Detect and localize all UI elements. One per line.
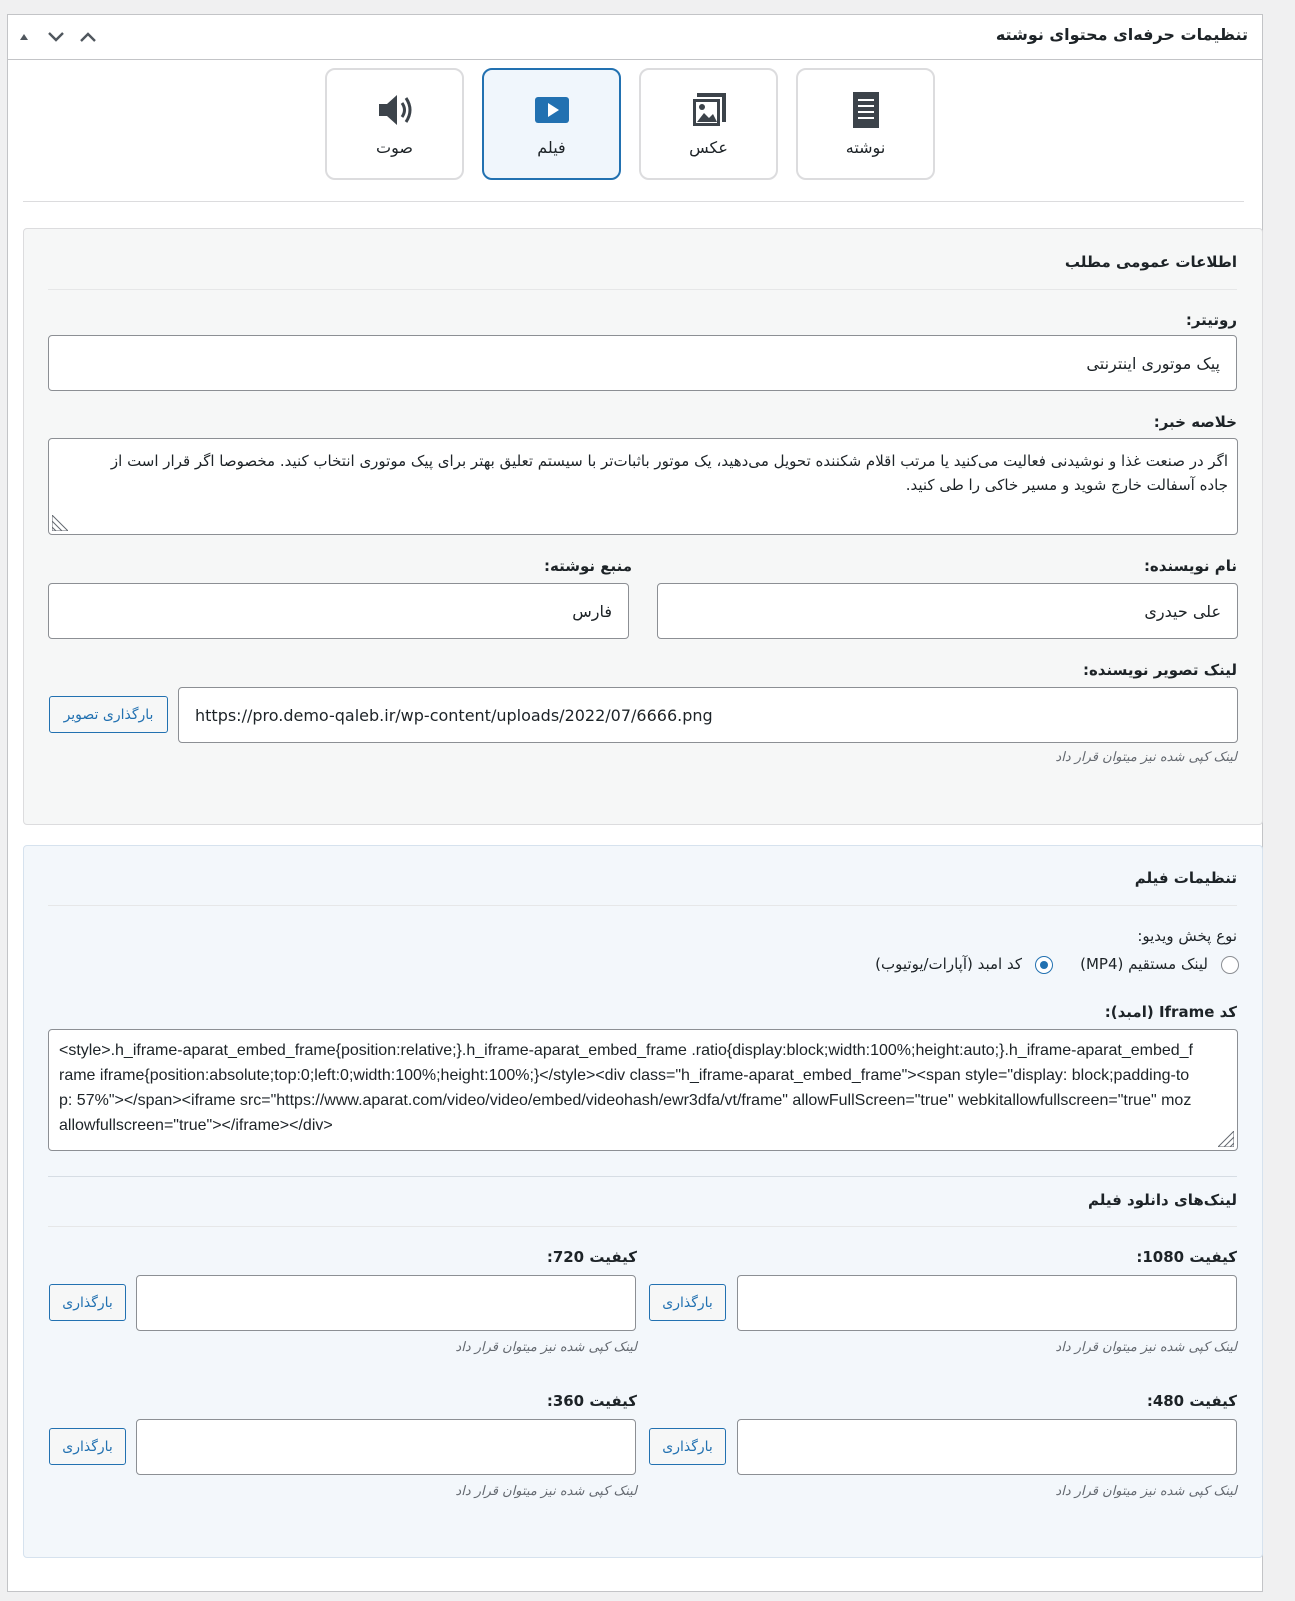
- general-info-section: [23, 228, 1263, 825]
- tab-gallery-label: عکس: [689, 138, 728, 157]
- chevron-up-icon[interactable]: [75, 24, 101, 50]
- author-name-label: نام نویسنده:: [1143, 557, 1237, 575]
- quality-480-upload-button[interactable]: بارگذاری: [649, 1428, 726, 1465]
- post-settings-metabox: [7, 14, 1263, 1592]
- speaker-icon: [327, 90, 462, 130]
- radio-direct-link-label: لینک مستقیم (MP4): [1080, 955, 1208, 973]
- summary-label: خلاصه خبر:: [1153, 413, 1237, 431]
- metabox-title: تنظیمات حرفه‌ای محتوای نوشته: [995, 25, 1248, 44]
- quality-480-input[interactable]: [737, 1419, 1237, 1475]
- general-info-title: اطلاعات عمومی مطلب: [1064, 253, 1237, 271]
- rootitr-input[interactable]: [48, 335, 1237, 391]
- video-icon: [484, 90, 619, 130]
- iframe-code-text: <style>.h_iframe-aparat_embed_frame{position:relative;}.h_iframe-aparat_embed_frame .ratio{display:block;width:100%;height:auto;}.h_iframe-aparat_embed_frame iframe{position:absolute;top:0;left:0;width:100%;height:100%;}</style><div class="h_iframe-aparat_embed_frame"><span style="display: block;padding-top: 57%"></span><iframe src="https://www.aparat.com/video/video/embed/videohash/ewr3dfa/vt/frame" allowFullScreen="true" webkitallowfullscreen="true" mozallowfullscreen="true"></iframe></div>: [59, 1042, 1193, 1134]
- quality-360-input[interactable]: [136, 1419, 636, 1475]
- tab-audio-label: صوت: [376, 138, 413, 157]
- tabs-divider: [23, 201, 1244, 202]
- film-settings-section: [23, 845, 1263, 1558]
- quality-360-upload-button[interactable]: بارگذاری: [49, 1428, 126, 1465]
- radio-direct-link[interactable]: [1221, 956, 1239, 974]
- author-image-hint: لینک کپی شده نیز میتوان قرار داد: [1055, 750, 1237, 765]
- quality-720-label: کیفیت 720:: [546, 1248, 637, 1266]
- document-icon: [798, 90, 933, 130]
- summary-text: اگر در صنعت غذا و نوشیدنی فعالیت می‌کنید یا مرتب اقلام شکننده تحویل می‌دهید، یک موتور باثبات‌تر با سیستم تعلیق بهتر برای پیک موتوری انتخاب کنید. مخصوصا اگر قرار است از جاده آسفالت خارج شوید و مسیر خاکی را طی کنید.: [110, 452, 1228, 494]
- summary-textarea[interactable]: [48, 438, 1238, 535]
- play-type-label: نوع پخش ویدیو:: [1137, 927, 1237, 945]
- tab-video-label: فیلم: [537, 138, 566, 157]
- gallery-icon: [641, 90, 776, 130]
- tab-gallery[interactable]: [639, 68, 778, 180]
- tab-post-label: نوشته: [845, 138, 886, 157]
- section-divider: [48, 289, 1237, 290]
- quality-1080-upload-button[interactable]: بارگذاری: [649, 1284, 726, 1321]
- section-divider: [48, 1176, 1237, 1177]
- quality-1080-hint: لینک کپی شده نیز میتوان قرار داد: [1055, 1340, 1237, 1355]
- tab-video[interactable]: [482, 68, 621, 180]
- quality-480-label: کیفیت 480:: [1146, 1392, 1237, 1410]
- section-divider: [48, 905, 1237, 906]
- post-source-label: منبع نوشته:: [543, 557, 632, 575]
- quality-1080-input[interactable]: [737, 1275, 1237, 1331]
- section-divider: [48, 1226, 1237, 1227]
- tab-audio[interactable]: [325, 68, 464, 180]
- rootitr-label: روتیتر:: [1185, 311, 1237, 329]
- post-source-input[interactable]: [48, 583, 629, 639]
- quality-720-hint: لینک کپی شده نیز میتوان قرار داد: [455, 1340, 637, 1355]
- quality-480-hint: لینک کپی شده نیز میتوان قرار داد: [1055, 1484, 1237, 1499]
- iframe-code-label: کد Iframe (امبد):: [1104, 1003, 1237, 1021]
- radio-embed-code-label: کد امبد (آپارات/یوتیوب): [875, 955, 1022, 973]
- resize-handle-icon[interactable]: [52, 515, 68, 531]
- author-image-label: لینک تصویر نویسنده:: [1082, 661, 1237, 679]
- chevron-down-icon[interactable]: [43, 24, 69, 50]
- quality-720-input[interactable]: [136, 1275, 636, 1331]
- quality-720-upload-button[interactable]: بارگذاری: [49, 1284, 126, 1321]
- download-links-title: لینک‌های دانلود فیلم: [1088, 1191, 1237, 1209]
- quality-1080-label: کیفیت 1080:: [1136, 1248, 1237, 1266]
- film-settings-title: تنظیمات فیلم: [1134, 869, 1237, 887]
- upload-image-button[interactable]: بارگذاری تصویر: [49, 696, 168, 733]
- iframe-code-textarea[interactable]: [48, 1029, 1238, 1151]
- radio-embed-code[interactable]: [1035, 956, 1053, 974]
- author-image-url-input[interactable]: [178, 687, 1238, 743]
- tab-post[interactable]: [796, 68, 935, 180]
- author-name-input[interactable]: [657, 583, 1238, 639]
- resize-handle-icon[interactable]: [1218, 1131, 1234, 1147]
- quality-360-label: کیفیت 360:: [546, 1392, 637, 1410]
- metabox-header: [8, 15, 1262, 60]
- move-up-arrow-icon[interactable]: [11, 24, 37, 50]
- quality-360-hint: لینک کپی شده نیز میتوان قرار داد: [455, 1484, 637, 1499]
